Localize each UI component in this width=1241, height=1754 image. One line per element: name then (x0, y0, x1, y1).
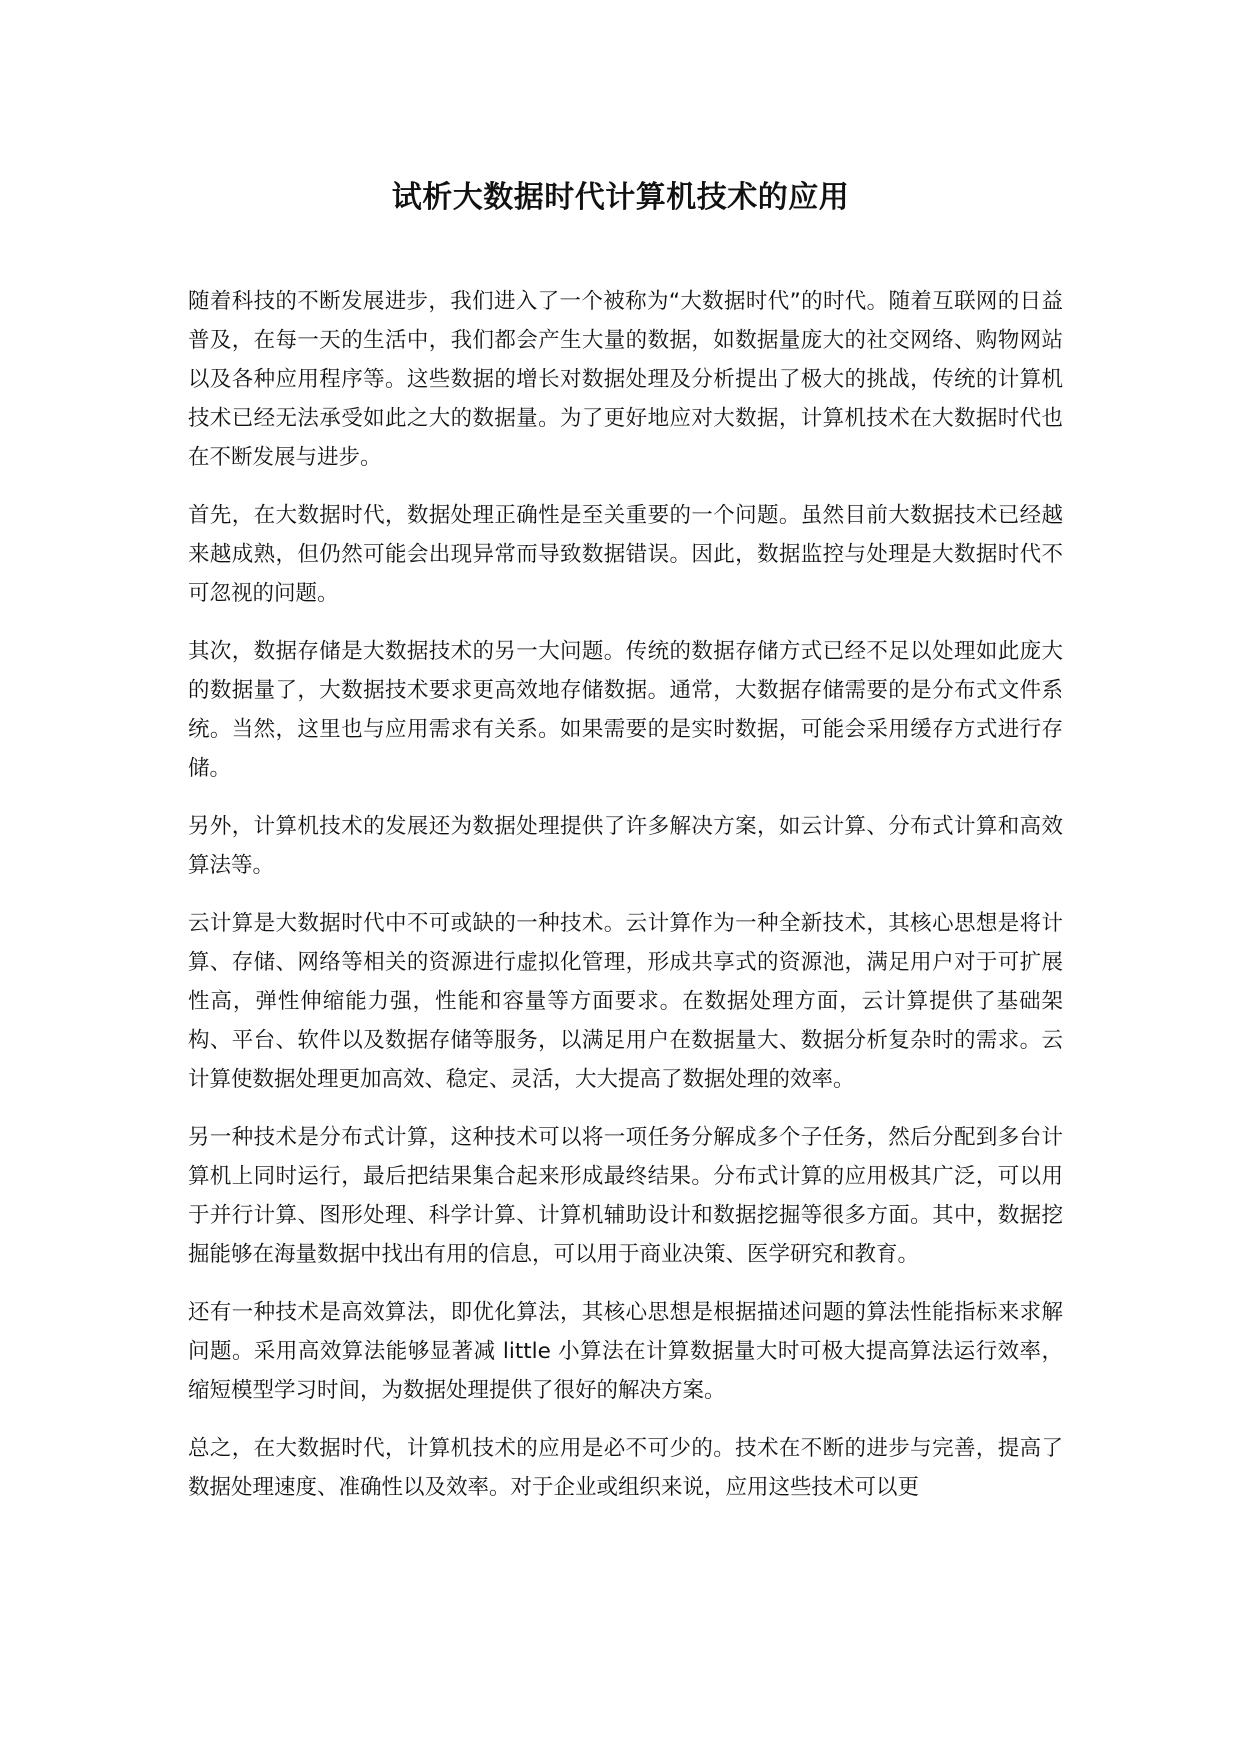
paragraph-solutions: 另外，计算机技术的发展还为数据处理提供了许多解决方案，如云计算、分布式计算和高效算法等。 (188, 814, 1063, 878)
paragraph-data-processing: 首先，在大数据时代，数据处理正确性是至关重要的一个问题。虽然目前大数据技术已经越来越成熟，但仍然可能会出现异常而导致数据错误。因此，数据监控与处理是大数据时代不可忽视的问题。 (188, 503, 1063, 606)
paragraph-conclusion: 总之，在大数据时代，计算机技术的应用是必不可少的。技术在不断的进步与完善，提高了数据处理速度、准确性以及效率。对于企业或组织来说，应用这些技术可以更 (188, 1436, 1063, 1500)
paragraph-distributed-computing: 另一种技术是分布式计算，这种技术可以将一项任务分解成多个子任务，然后分配到多台计算机上同时运行，最后把结果集合起来形成最终结果。分布式计算的应用极其广泛，可以用于并行计算、图形处理、科学计算、计算机辅助设计和数据挖掘等很多方面。其中，数据挖掘能够在海量数据中找出有用的信息，可以用于商业决策、医学研究和教育。 (188, 1125, 1063, 1267)
paragraph-intro: 随着科技的不断发展进步，我们进入了一个被称为“大数据时代”的时代。随着互联网的日益普及，在每一天的生活中，我们都会产生大量的数据，如数据量庞大的社交网络、购物网站以及各种应用程序等。这些数据的增长对数据处理及分析提出了极大的挑战，传统的计算机技术已经无法承受如此之大的数据量。为了更好地应对大数据，计算机技术在大数据时代也在不断发展与进步。 (188, 289, 1063, 470)
page-title: 试析大数据时代计算机技术的应用 (391, 180, 850, 215)
paragraph-efficient-algorithms: 还有一种技术是高效算法，即优化算法，其核心思想是根据描述问题的算法性能指标来求解问题。采用高效算法能够显著减 little 小算法在计算数据量大时可极大提高算法运行效率，缩短模型学习时间，为数据处理提供了很好的解决方案。 (188, 1300, 1063, 1403)
paragraph-data-storage: 其次，数据存储是大数据技术的另一大问题。传统的数据存储方式已经不足以处理如此庞大的数据量了，大数据技术要求更高效地存储数据。通常，大数据存储需要的是分布式文件系统。当然，这里也与应用需求有关系。如果需要的是实时数据，可能会采用缓存方式进行存储。 (188, 639, 1063, 781)
paragraph-cloud-computing: 云计算是大数据时代中不可或缺的一种技术。云计算作为一种全新技术，其核心思想是将计算、存储、网络等相关的资源进行虚拟化管理，形成共享式的资源池，满足用户对于可扩展性高，弹性伸缩能力强，性能和容量等方面要求。在数据处理方面，云计算提供了基础架构、平台、软件以及数据存储等服务，以满足用户在数据量大、数据分析复杂时的需求。云计算使数据处理更加高效、稳定、灵活，大大提高了数据处理的效率。 (188, 911, 1063, 1092)
article-body (188, 282, 1063, 1526)
